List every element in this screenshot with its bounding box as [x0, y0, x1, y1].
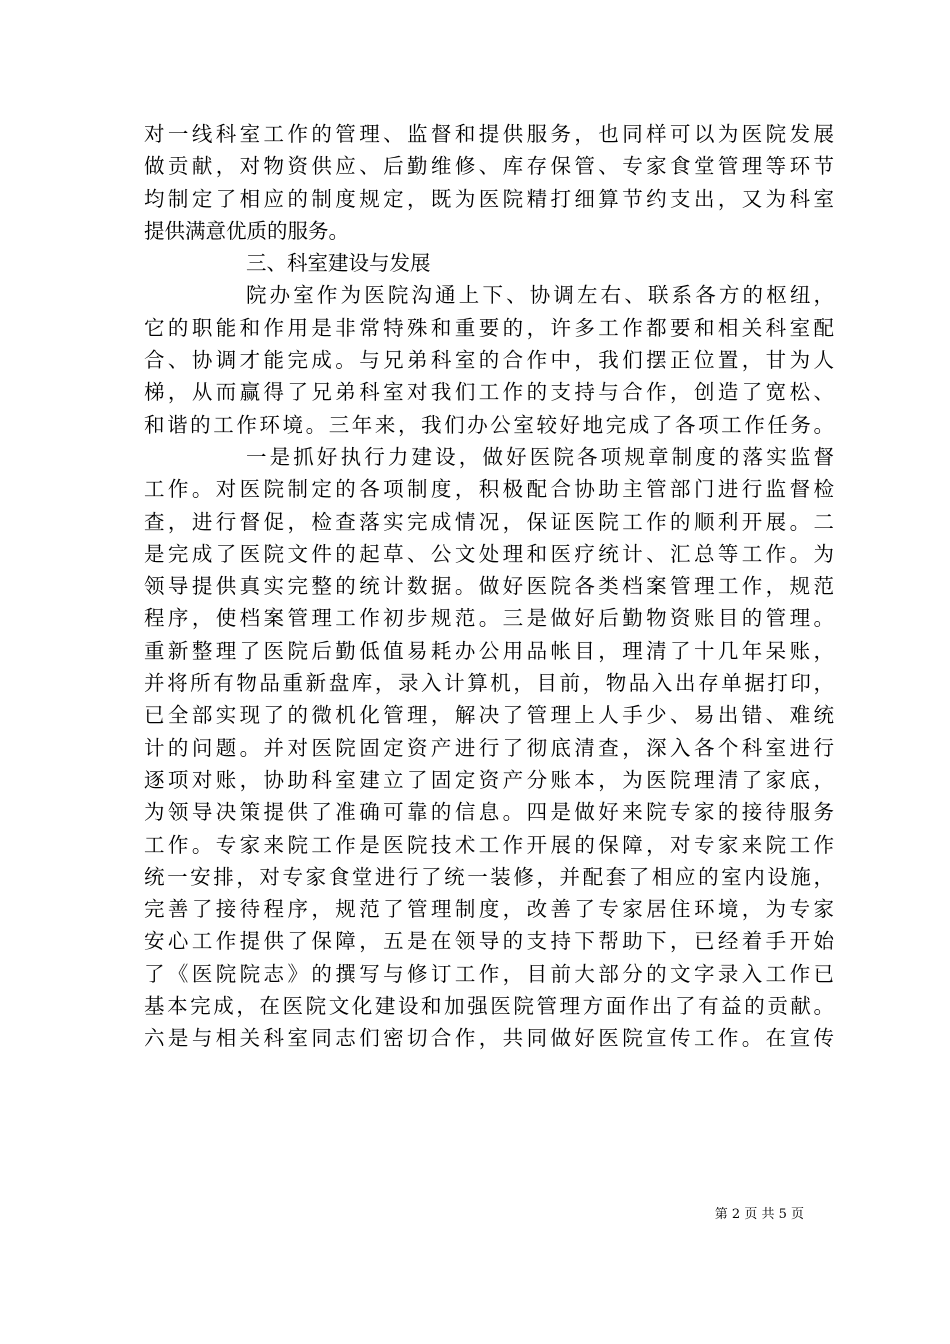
text-line: 统一安排，对专家食堂进行了统一装修，并配套了相应的室内设施，	[144, 864, 834, 889]
text-line: 基本完成，在医院文化建设和加强医院管理方面作出了有益的贡献。	[144, 994, 834, 1019]
body-text	[144, 118, 834, 1055]
text-line: 它的职能和作用是非常特殊和重要的，许多工作都要和相关科室配	[144, 315, 834, 340]
text-line: 一是抓好执行力建设，做好医院各项规章制度的落实监督	[246, 444, 834, 469]
text-line: 逐项对账，协助科室建立了固定资产分账本，为医院理清了家底，	[144, 767, 834, 792]
text-line: 完善了接待程序，规范了管理制度，改善了专家居住环境，为专家	[144, 897, 834, 922]
text-line: 做贡献，对物资供应、后勤维修、库存保管、专家食堂管理等环节	[144, 154, 834, 179]
text-line: 提供满意优质的服务。	[144, 218, 349, 243]
text-line: 工作。对医院制定的各项制度，积极配合协助主管部门进行监督检	[144, 477, 834, 502]
text-line: 已全部实现了的微机化管理，解决了管理上人手少、易出错、难统	[144, 703, 834, 728]
text-line: 计的问题。并对医院固定资产进行了彻底清查，深入各个科室进行	[144, 735, 834, 760]
text-line: 和谐的工作环境。三年来，我们办公室较好地完成了各项工作任务。	[144, 412, 834, 437]
text-line: 为领导决策提供了准确可靠的信息。四是做好来院专家的接待服务	[144, 800, 834, 825]
text-line: 查，进行督促，检查落实完成情况，保证医院工作的顺利开展。二	[144, 509, 834, 534]
text-line: 均制定了相应的制度规定，既为医院精打细算节约支出，又为科室	[144, 186, 834, 211]
text-line: 是完成了医院文件的起草、公文处理和医疗统计、汇总等工作。为	[144, 541, 834, 566]
page-number: 第 2 页 共 5 页	[714, 1207, 804, 1222]
text-line: 重新整理了医院后勤低值易耗办公用品帐目，理清了十几年呆账，	[144, 638, 834, 663]
text-line: 并将所有物品重新盘库，录入计算机，目前，物品入出存单据打印，	[144, 671, 834, 696]
text-line: 程序，使档案管理工作初步规范。三是做好后勤物资账目的管理。	[144, 606, 834, 631]
text-line: 工作。专家来院工作是医院技术工作开展的保障，对专家来院工作	[144, 832, 834, 857]
text-line: 了《医院院志》的撰写与修订工作，目前大部分的文字录入工作已	[144, 961, 834, 986]
text-line: 梯，从而赢得了兄弟科室对我们工作的支持与合作，创造了宽松、	[144, 380, 834, 405]
text-line: 合、协调才能完成。与兄弟科室的合作中，我们摆正位置，甘为人	[144, 348, 834, 373]
text-line: 六是与相关科室同志们密切合作，共同做好医院宣传工作。在宣传	[144, 1026, 834, 1051]
section-heading: 三、科室建设与发展	[246, 251, 431, 276]
text-line: 安心工作提供了保障，五是在领导的支持下帮助下，已经着手开始	[144, 929, 834, 954]
text-line: 领导提供真实完整的统计数据。做好医院各类档案管理工作，规范	[144, 574, 834, 599]
text-line: 院办室作为医院沟通上下、协调左右、联系各方的枢纽，	[246, 283, 834, 308]
text-line: 对一线科室工作的管理、监督和提供服务，也同样可以为医院发展	[144, 122, 834, 146]
